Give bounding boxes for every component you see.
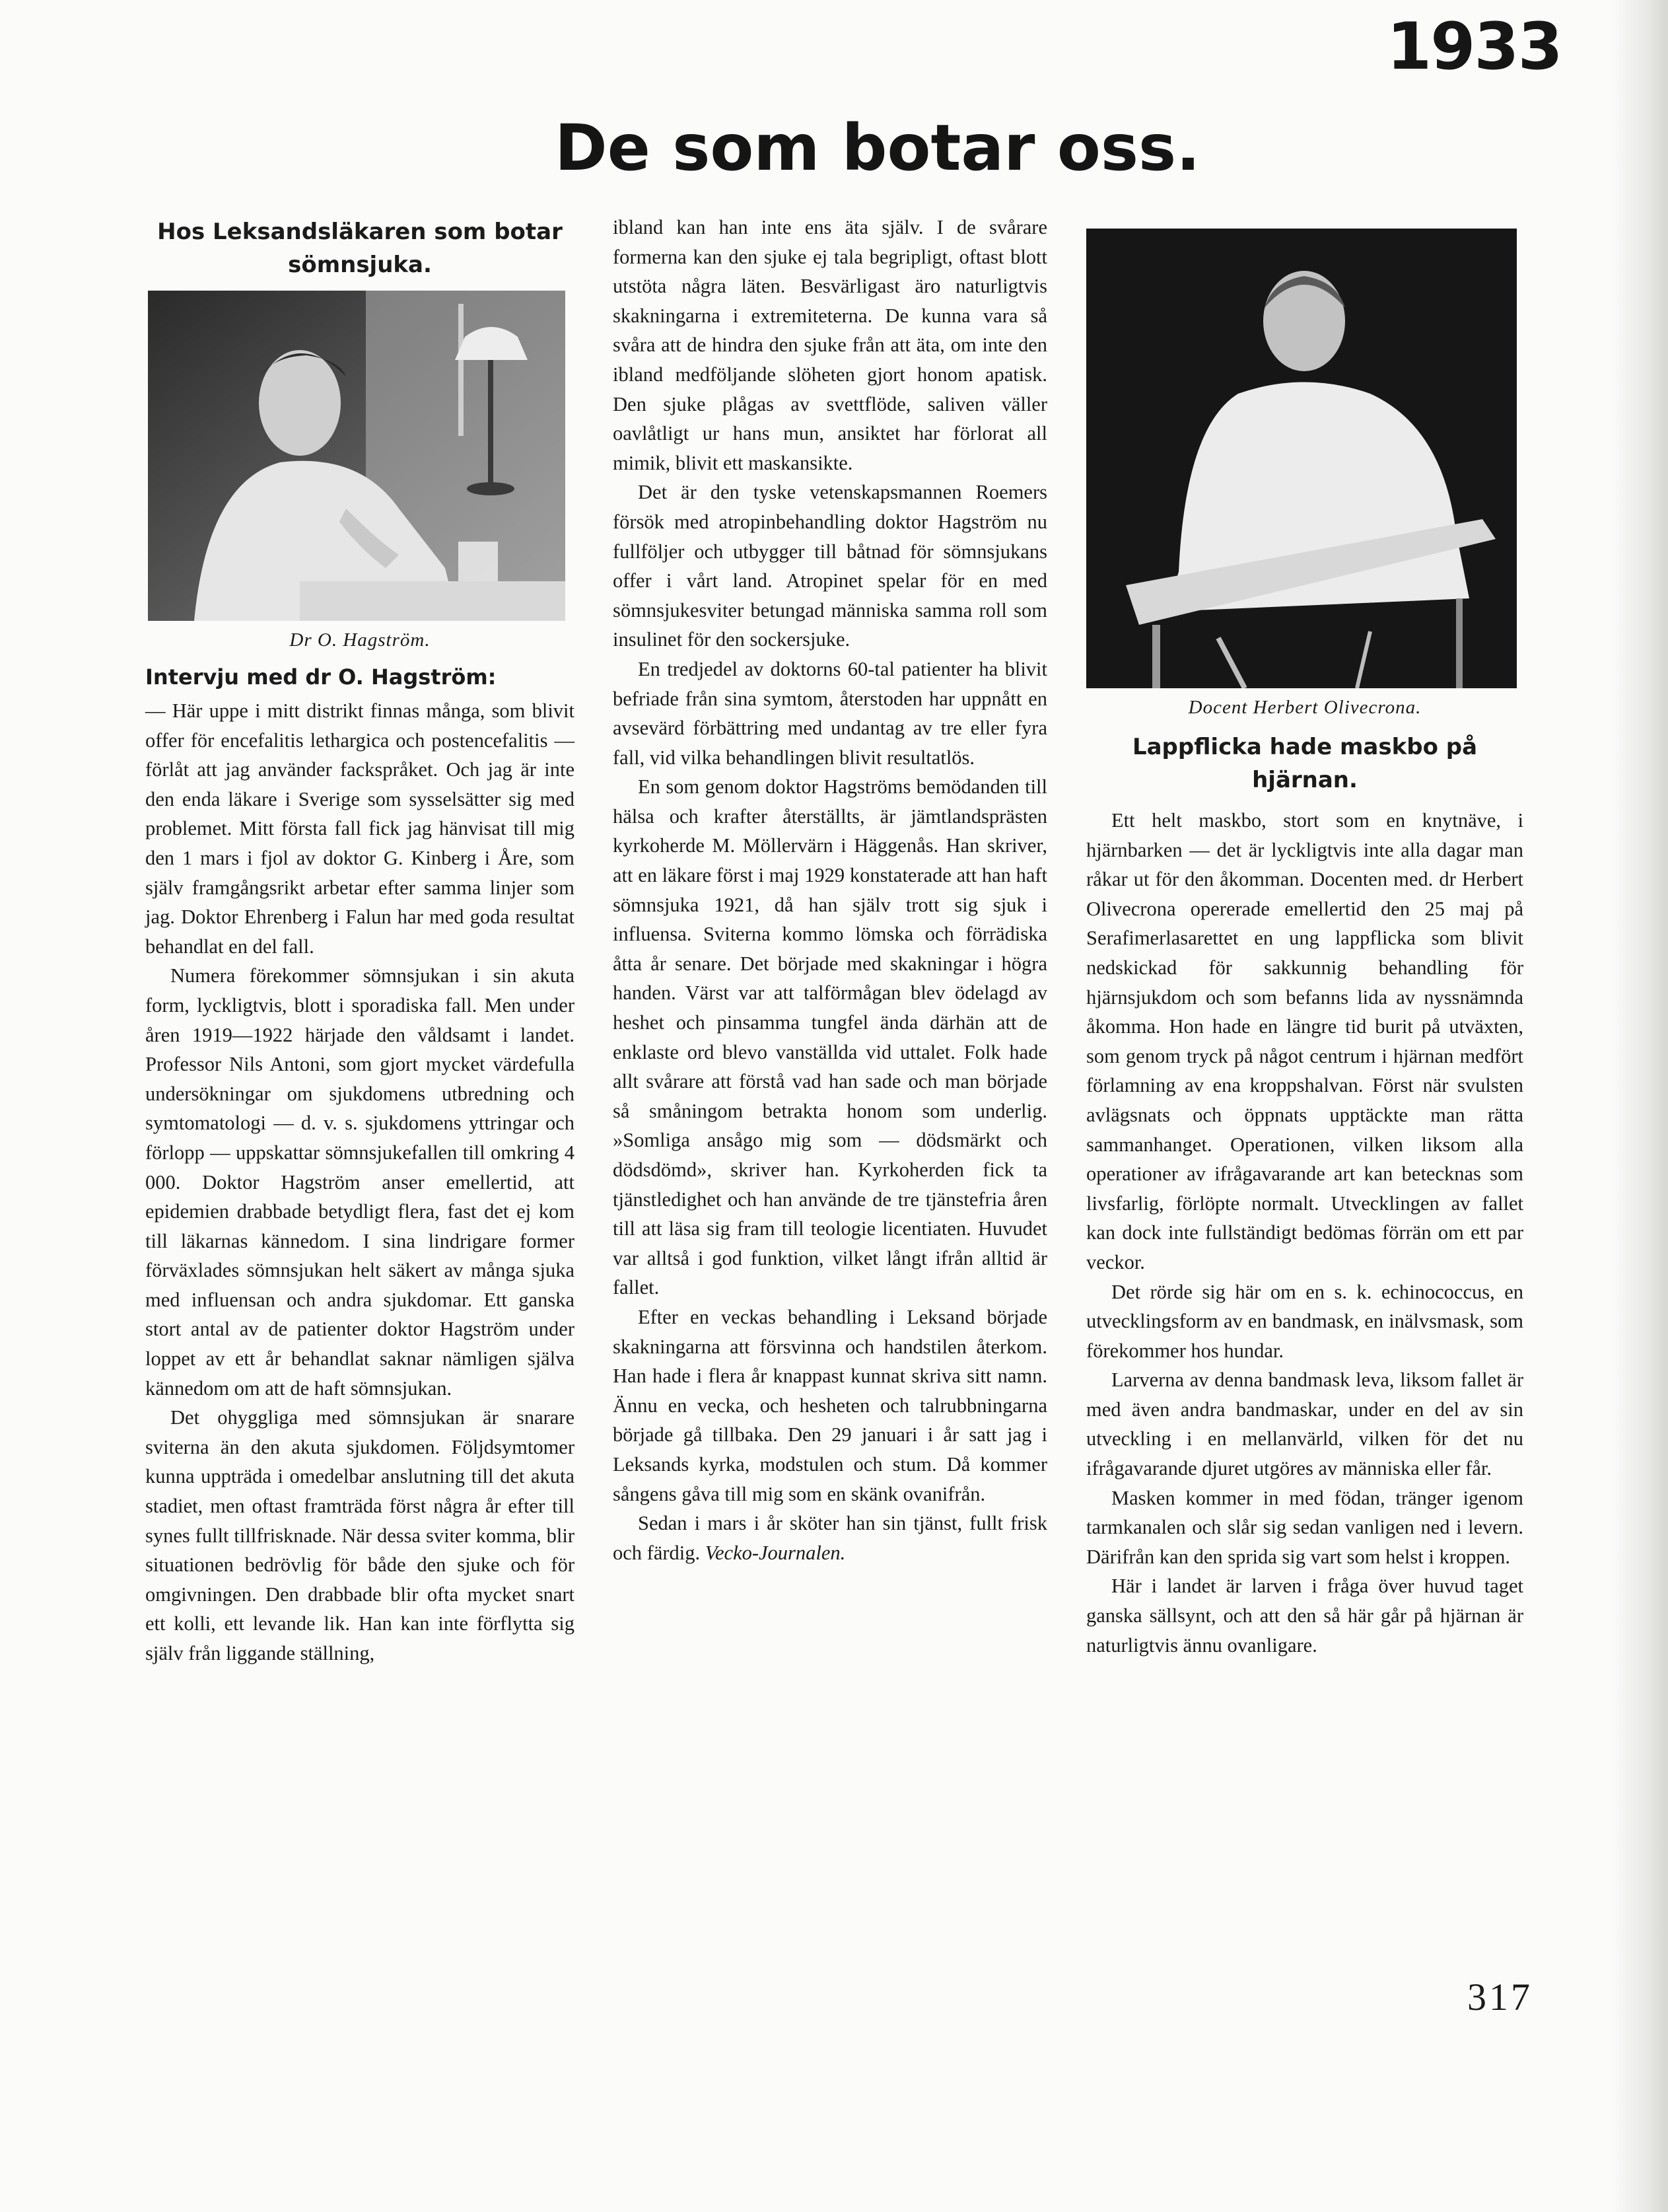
photo-caption-olivecrona: Docent Herbert Olivecrona. bbox=[1188, 697, 1422, 718]
left-article-heading: Hos Leksandsläkaren som botar sömnsjuka. bbox=[157, 219, 563, 278]
year-header: 1933 bbox=[1387, 9, 1562, 85]
left-paragraph-3: Det ohyggliga med sömnsjukan är snarare sviterna än den akuta sjukdomen. Följdsymtomer kunna uppträda i omedelbar anslutning till det akuta stadiet, men oftast framträda först några år efter till synes fullt tillfrisknade. När dessa sviter komma, blir situationen bedrövlig för både den sjuke och för omgivningen. Den drabbade blir ofta mycket snart ett kolli, ett levande lik. Han kan inte förflytta sig själv från liggande ställning, bbox=[145, 1406, 574, 1664]
page-edge-shading bbox=[1611, 0, 1668, 2212]
left-column bbox=[145, 213, 574, 1996]
right-article-heading: Lappflicka hade maskbo på hjärnan. bbox=[1132, 734, 1478, 793]
source-signature: Vecko-Journalen. bbox=[705, 1541, 846, 1564]
middle-column bbox=[613, 213, 1047, 1996]
left-paragraph-1: — Här uppe i mitt distrikt finnas många, som blivit offer för encefalitis lethargica och postencefalitis — förlåt att jag använder fackspråket. Och jag är inte den enda läkare i Sverige som sysselsätter sig med problemet. Mitt första fall fick jag hänvisat till mig den 1 mars i fjol av doktor G. Kinberg i Åre, som själv framgångsrikt arbetar efter samma linjer som jag. Doktor Ehrenberg i Falun har med goda resultat behandlat en del fall. bbox=[145, 699, 574, 958]
middle-paragraph-6 bbox=[613, 1509, 1047, 1567]
right-paragraph-2: Det rörde sig här om en s. k. echinococcus, en utvecklingsform av en bandmask, en inälvsmask, som förekommer hos hundar. bbox=[1086, 1280, 1523, 1362]
middle-paragraph-2: Det är den tyske vetenskapsmannen Roemers försök med atropinbehandling doktor Hagström nu fullföljer och utbygger till båtnad för sömnsjukans offer i vårt land. Atropinet spelar för en med sömnsjukesviter betungad människa samma roll som insulinet för den sockersjuke. bbox=[613, 481, 1047, 651]
left-paragraph-2: Numera förekommer sömnsjukan i sin akuta form, lyckligtvis, blott i sporadiska fall. Men under åren 1919—1922 härjade den våldsamt i landet. Professor Nils Antoni, som gjort mycket värdefulla undersökningar om sjukdomens utbredning och symtomatologi — d. v. s. sjukdomens yttringar och förlopp — uppskattar sömnsjukefallen till omkring 4 000. Doktor Hagström anser emellertid, att epidemien drabbade betydligt flera, fast det ej kom till läkarnas kännedom. I sina lindrigare former förväxlades sömnsjukan helt säkert av många sjuka med influensan och andra sjukdomar. Ett ganska stort antal av de patienter doktor Hagström under loppet av ett år behandlat saknar nämligen själva kännedom om att de haft sömnsjukan. bbox=[145, 964, 574, 1400]
right-paragraph-4: Masken kommer in med födan, tränger igenom tarmkanalen och slår sig sedan vanligen ned i levern. Därifrån kan den sprida sig vart som helst i kroppen. bbox=[1086, 1486, 1523, 1568]
page-number: 317 bbox=[1467, 1976, 1533, 2018]
middle-paragraph-4: En som genom doktor Hagströms bemödanden till hälsa och krafter återställts, är jämtlandsprästen kyrkoherde M. Möllervärn i Häggenås. Han skriver, att en läkare först i maj 1929 konstaterade att han haft sömnsjuka 1921, då han själv trott sig sjuk i influensa. Sviterna kommo lömska och förrädiska åtta år senare. Det började med skakningar i högra handen. Värst var att talförmågan blev ödelagd av heshet och pinsamma tungfel ända därhän att de enklaste ord blevo vanställda vid uttalet. Folk hade allt svårare att förstå vad han sade och man började så småningom betrakta honom som underlig. »Somliga ansågo mig som — dödsmärkt och dödsdömd», skriver han. Kyrkoherden fick ta tjänstledighet och han använde de tre tjänstefria åren till att läsa sig fram till teologie licentiaten. Huvudet var alltså i god funktion, vilket långt ifrån alltid är fallet. bbox=[613, 775, 1047, 1299]
right-paragraph-5: Här i landet är larven i fråga över huvud taget ganska sällsynt, och att den så här går på hjärnan är naturligtvis ännu ovanligare. bbox=[1086, 1575, 1523, 1657]
middle-closing-text: Sedan i mars i år sköter han sin tjänst, fullt frisk och färdig. bbox=[613, 1512, 1047, 1564]
photo-docent-olivecrona bbox=[1086, 229, 1517, 688]
right-paragraph-3: Larverna av denna bandmask leva, liksom fallet är med även andra bandmaskar, under en del av sin utveckling i en mellanvärld, vilken för det nu ifrågavarande djuret utgöres av människa eller får. bbox=[1086, 1369, 1523, 1480]
right-paragraph-1: Ett helt maskbo, stort som en knytnäve, i hjärnbarken — det är lyckligtvis inte alla dagar man råkar ut för den åkomman. Docenten med. dr Herbert Olivecrona opererade emellertid den 25 maj på Serafimerlasarettet en ung lappflicka som blivit nedskickad för sakkunnig behandling för hjärnsjukdom och som befanns lida av nyssnämnda åkomma. Hon hade en längre tid burit på utväxten, som genom tryck på något centrum i hjärnan medfört förlamning av ena kroppshalvan. Först när svulsten avlägsnats och öppnats upptäckte man rätta sammanhanget. Operationen, vilken liksom alla operationer av ifrågavarande art kan betecknas som livsfarlig, förlöpte normalt. Utvecklingen av fallet kan dock inte fullständigt bedömas förrän om ett par veckor. bbox=[1086, 809, 1523, 1273]
page-title: De som botar oss. bbox=[555, 111, 1200, 185]
photo-caption-hagstrom: Dr O. Hagström. bbox=[289, 629, 431, 651]
middle-paragraph-5: Efter en veckas behandling i Leksand började skakningarna att försvinna och handstilen återkom. Han hade i flera år knappast kunnat skriva sitt namn. Ännu en vecka, och hesheten och talrubbningarna började gå tillbaka. Den 29 januari i år satt jag i Leksands kyrka, modstulen och stum. Då kommer sångens gåva till mig som en skänk ovanifrån. bbox=[613, 1305, 1047, 1505]
middle-paragraph-1: ibland kan han inte ens äta själv. I de svårare formerna kan den sjuke ej tala begripligt, oftast blott utstöta några läten. Besvärligast äro naturligtvis skakningarna i extremiteterna. De kunna vara så svåra att de hindra den sjuke från att äta, om inte den ibland medföljande slöheten gjort honom apatisk. Den sjuke plågas av svettflöde, saliven väller oavlåtligt ur hans mun, ansiktet har förlorat all mimik, blivit ett maskansikte. bbox=[613, 216, 1047, 474]
interview-subheading: Intervju med dr O. Hagström: bbox=[145, 664, 497, 690]
photo-dr-hagstrom bbox=[148, 291, 565, 621]
middle-paragraph-3: En tredjedel av doktorns 60-tal patienter ha blivit befriade från sina symtom, återstoden har uppnått en avsevärd förbättring med undantag av tre eller fyra fall, vid vilka behandlingen blivit resultatlös. bbox=[613, 657, 1047, 769]
right-column bbox=[1086, 213, 1523, 1996]
